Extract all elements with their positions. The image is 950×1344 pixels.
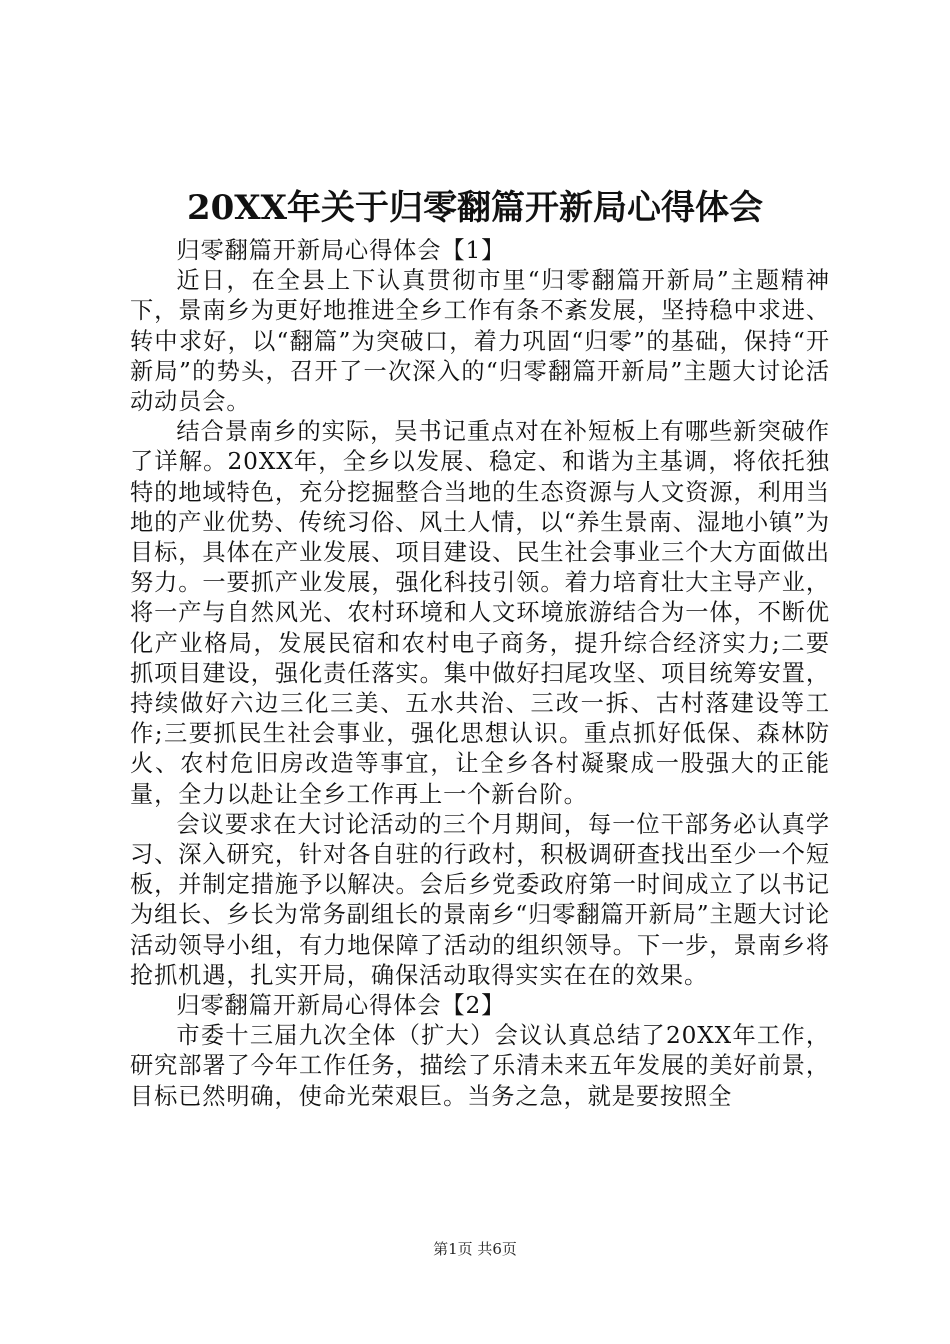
page-footer: 第1页 共6页	[433, 1240, 517, 1258]
paragraph-2: 结合景南乡的实际，吴书记重点对在补短板上有哪些新突破作了详解。20XX年，全乡以发展、稳定、和谐为主基调，将依托独特的地域特色，充分挖掘整合当地的生态资源与人文资源，利用当地的产业优势、传统习俗、风土人情，以“养生景南、湿地小镇”为目标，具体在产业发展、项目建设、民生社会事业三个大方面做出努力。一要抓产业发展，强化科技引领。着力培育壮大主导产业，将一产与自然风光、农村环境和人文环境旅游结合为一体，不断优化产业格局，发展民宿和农村电子商务，提升综合经济实力;二要抓项目建设，强化责任落实。集中做好扫尾攻坚、项目统筹安置，持续做好六边三化三美、五水共治、三改一拆、古村落建设等工作;三要抓民生社会事业，强化思想认识。重点抓好低保、森林防火、农村危旧房改造等事宜，让全乡各村凝聚成一股强大的正能量，全力以赴让全乡工作再上一个新台阶。	[130, 418, 830, 808]
section-heading-2: 归零翻篇开新局心得体会【2】	[176, 992, 506, 1020]
paragraph-1: 近日，在全县上下认真贯彻市里“归零翻篇开新局”主题精神下，景南乡为更好地推进全乡工作有条不紊发展，坚持稳中求进、转中求好，以“翻篇”为突破口，着力巩固“归零”的基础，保持“开新局”的势头，召开了一次深入的“归零翻篇开新局”主题大讨论活动动员会。	[130, 267, 830, 416]
document-title: 20XX年关于归零翻篇开新局心得体会	[186, 188, 764, 228]
paragraph-3: 会议要求在大讨论活动的三个月期间，每一位干部务必认真学习、深入研究，针对各自驻的行政村，积极调研查找出至少一个短板，并制定措施予以解决。会后乡党委政府第一时间成立了以书记为组长、乡长为常务副组长的景南乡“归零翻篇开新局”主题大讨论活动领导小组，有力地保障了活动的组织领导。下一步，景南乡将抢抓机遇，扎实开局，确保活动取得实实在在的效果。	[130, 810, 830, 989]
document-body	[130, 236, 830, 1112]
paragraph-4: 市委十三届九次全体（扩大）会议认真总结了20XX年工作，研究部署了今年工作任务，描绘了乐清未来五年发展的美好前景，目标已然明确，使命光荣艰巨。当务之急，就是要按照全	[130, 1022, 830, 1110]
section-heading-1: 归零翻篇开新局心得体会【1】	[176, 237, 506, 264]
